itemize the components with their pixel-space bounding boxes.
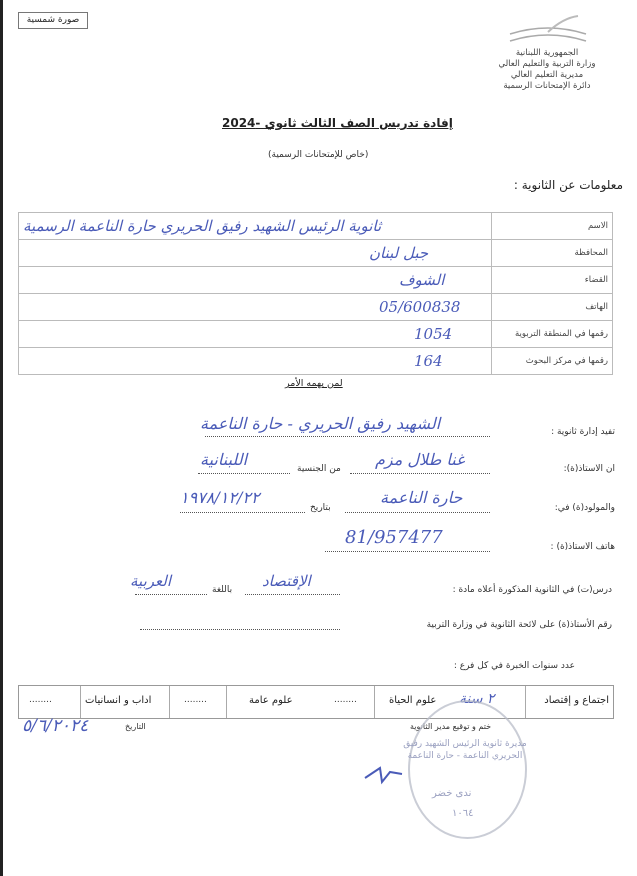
header-line: دائرة الإمتحانات الرسمية: [503, 81, 591, 91]
school-info-table: [18, 212, 613, 375]
document-subtitle: (خاص للإمتحانات الرسمية): [268, 150, 369, 160]
dotted-line: [245, 594, 340, 595]
row-label: الهاتف: [492, 294, 613, 321]
branch-value: ........: [184, 695, 207, 705]
table-row: [19, 240, 613, 267]
row-label: المحافظة: [492, 240, 613, 267]
table-row: [19, 348, 613, 375]
list-number-label: رقم الأستاذ(ة) على لائحة الثانوية في وزارة التربية: [426, 620, 612, 630]
ministry-logo-icon: [508, 14, 588, 48]
to-whom-heading: لمن يهمه الأمر: [285, 378, 343, 389]
branch-label: علوم الحياة: [389, 695, 437, 706]
document-title: إفادة تدريس الصف الثالث ثانوي -2024: [222, 116, 453, 130]
language-value: العربية: [130, 572, 171, 590]
school-name-value: ثانوية الرئيس الشهيد رفيق الحريري حارة الناعمة الرسمية: [19, 213, 492, 240]
table-row: [19, 294, 613, 321]
header-line: الجمهورية اللبنانية: [515, 48, 579, 58]
header-line: مديرية التعليم العالي: [510, 70, 584, 80]
phone-value: 05/600838: [19, 294, 492, 321]
date-value: ٥/٦/٢٠٢٤: [22, 716, 89, 736]
dotted-line: [325, 551, 490, 552]
stamp-number: ١٠٦٤: [452, 808, 474, 819]
branch-value: ........: [334, 695, 357, 705]
experience-table: [18, 685, 614, 719]
teacher-name-value: غنا طلال مزم: [375, 450, 465, 469]
governorate-value: جبل لبنان: [19, 240, 492, 267]
dotted-line: [198, 473, 290, 474]
school-value: الشهيد رفيق الحريري - حارة الناعمة: [200, 414, 441, 433]
dotted-line: [135, 594, 207, 595]
branch-label: اداب و انسانيات: [85, 695, 152, 706]
table-row: [19, 213, 613, 240]
scan-edge: [0, 0, 3, 876]
birthdate-label: بتاريخ: [310, 503, 331, 513]
branch-label: علوم عامة: [249, 695, 293, 706]
ministry-header: [477, 48, 617, 92]
language-label: باللغة: [212, 585, 233, 595]
row-label: رقمها في مركز البحوث: [492, 348, 613, 375]
district-value: الشوف: [19, 267, 492, 294]
teacher-label: ان الاستاذ(ة):: [563, 464, 615, 474]
birthdate-value: ١٩٧٨/١٢/٢٢: [180, 488, 260, 507]
branch-value: ٢ سنة: [459, 691, 495, 707]
branch-value: ........: [29, 695, 52, 705]
date-label: التاريخ: [125, 722, 146, 731]
stamp-name: ندى خضر: [432, 788, 472, 799]
table-row: [19, 321, 613, 348]
stamp-text: مديرة ثانوية الرئيس الشهيد رفيق الحريري الناعمة - حارة الناعمة: [403, 739, 527, 761]
teacher-phone-value: 81/957477: [345, 527, 443, 548]
school-info-heading: معلومات عن الثانوية :: [513, 178, 623, 192]
photo-placeholder: صورة شمسية: [18, 12, 88, 29]
dotted-line: [205, 436, 490, 437]
nationality-label: من الجنسية: [297, 464, 341, 474]
signature-icon: [360, 760, 405, 790]
experience-label: عدد سنوات الخبرة في كل فرع :: [453, 661, 575, 671]
dotted-line: [350, 473, 490, 474]
dotted-line: [345, 512, 490, 513]
signature-label: ختم و توقيع مدير الثانوية: [410, 722, 492, 731]
row-label: رقمها في المنطقة التربوية: [492, 321, 613, 348]
subject-value: الإقتصاد: [262, 572, 311, 590]
birthplace-value: حارة الناعمة: [380, 488, 463, 507]
dotted-line: [180, 512, 305, 513]
teacher-phone-label: هاتف الاستاذ(ة) :: [550, 542, 615, 552]
subject-label: درس(ت) في الثانوية المذكورة أعلاه مادة :: [452, 585, 612, 595]
table-row: [19, 267, 613, 294]
nationality-value: اللبنانية: [200, 450, 248, 469]
school-label: تفيد إدارة ثانوية :: [551, 427, 615, 437]
region-number-value: 1054: [19, 321, 492, 348]
dotted-line: [140, 629, 340, 630]
branch-label: اجتماع و إقتصاد: [544, 695, 609, 706]
row-label: القضاء: [492, 267, 613, 294]
header-line: وزارة التربية والتعليم العالي: [498, 59, 596, 69]
research-center-number-value: 164: [19, 348, 492, 375]
row-label: الاسم: [492, 213, 613, 240]
birthplace-label: والمولود(ة) في:: [554, 503, 615, 513]
